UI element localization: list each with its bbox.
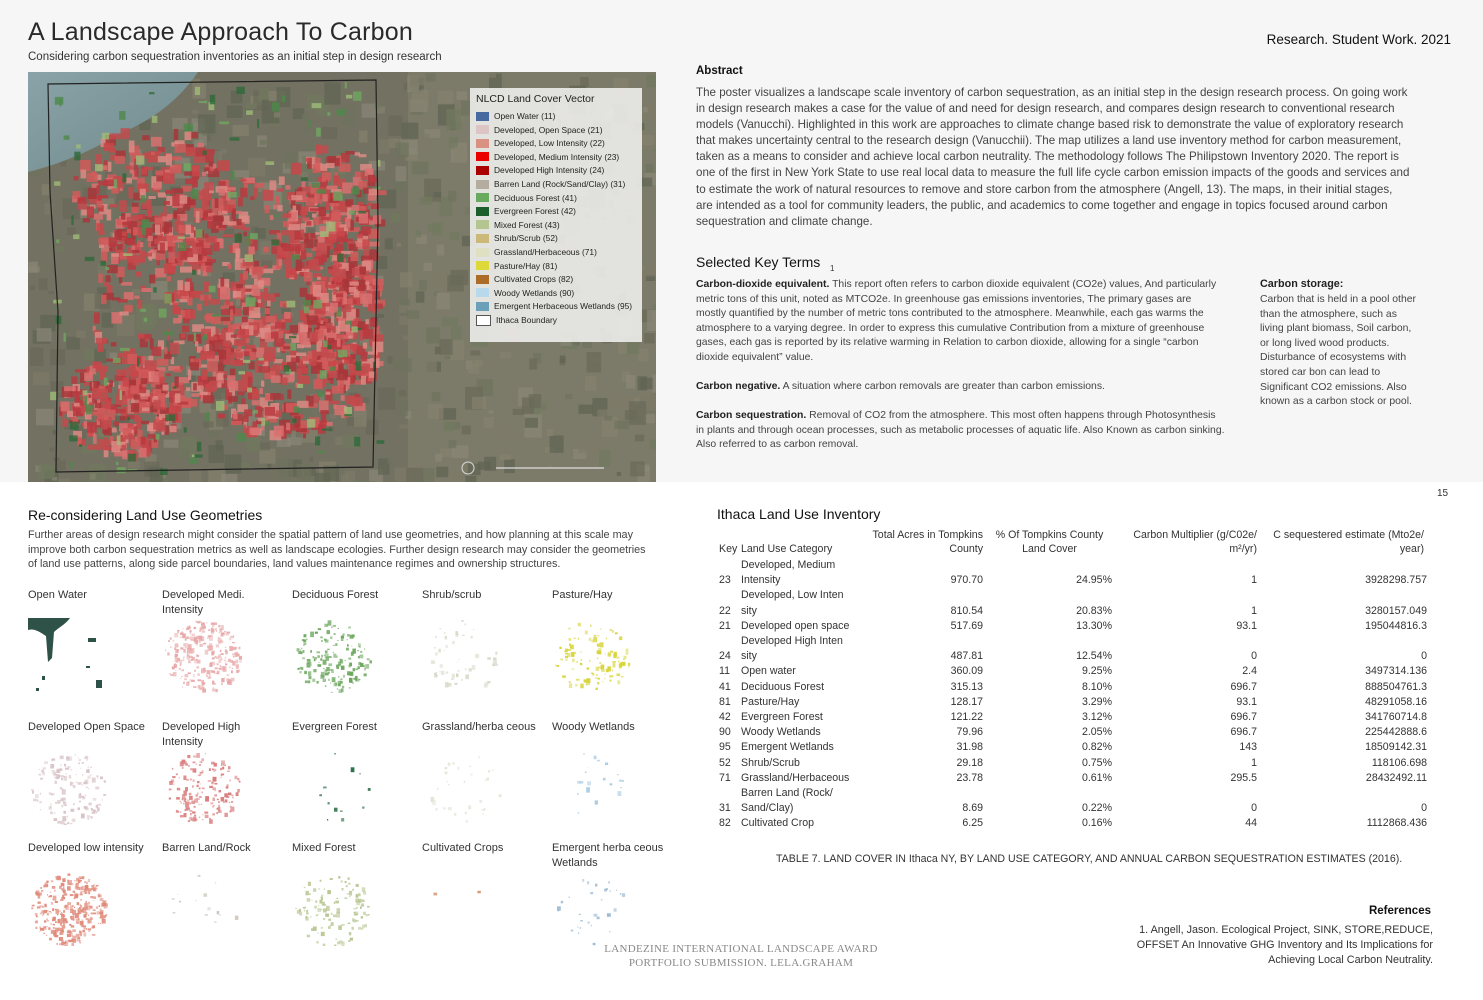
term-carbon-sequestration (696, 409, 1226, 453)
term-carbon-sequestration-title: Carbon sequestration. (696, 410, 807, 421)
poster-subtitle: Considering carbon sequestration inventories as an initial step in design research (28, 51, 442, 63)
row-multiplier: 93.1 (1236, 619, 1257, 632)
geometry-cell (552, 720, 670, 840)
table-row (715, 771, 1427, 786)
legend-label: Barren Land (Rock/Sand/Clay) (31) (494, 179, 626, 189)
row-multiplier: 696.7 (1230, 711, 1257, 723)
term-co2e-text: This report often refers to carbon dioxide equivalent (CO2e) values, And particularly metric tons of this unit, noted as MTCO2e. In greenhouse gas emissions inventories, The primary gases are mostly quantified by the number of metric tons contributed to the atmosphere. Meanwhile, each gas warms the atmosphere to a varying degree. In order to express this cumulative Contribution from a mixture of greenhouse gases, each gas is reported by its relative warming in Relation to carbon dioxide, allowing for a single “carbon dioxide equivalent” value. (696, 279, 1217, 363)
geometry-cell (422, 841, 540, 961)
map-legend (470, 88, 642, 342)
row-pct: 8.10% (1081, 680, 1112, 693)
geometry-cell-label: Grassland/herba ceous (422, 721, 536, 733)
row-acres: 6.25 (962, 817, 983, 830)
row-acres: 360.09 (950, 665, 983, 678)
legend-label: Cultivated Crops (82) (494, 274, 574, 285)
row-multiplier: 143 (1239, 741, 1257, 754)
header-key: Key (719, 543, 738, 555)
row-multiplier: 44 (1245, 817, 1257, 830)
term-co2e-title: Carbon-dioxide equivalent. (696, 279, 830, 290)
row-acres: 79.96 (956, 726, 983, 739)
legend-swatch (476, 125, 489, 134)
row-category: Pasture/Hay (741, 695, 800, 708)
row-key: 31 (719, 802, 731, 815)
legend-swatch (476, 261, 489, 270)
row-pct: 24.95% (1076, 574, 1112, 587)
row-multiplier: 2.4 (1242, 665, 1257, 678)
abstract-body: The poster visualizes a landscape scale inventory of carbon sequestration, as an initial step in the design research process. On going work in design research makes a case for the value of and need for design research, and compares design research to conventional research models (Vanucchi). Highlighted in this work are approaches to climate change based risk to demonstrate the value of exploratory research that makes uncertainty central to the research design (Vanucchii). The map utilizes a land use inventory method for carbon measurement, taken as a means to consider and achieve local carbon neutrality. The methodology follows The Philipstown Inventory 2020. The report is one of the first in New York State to use real local data to measure the full life cycle carbon emission impacts of the goods and services and to estimate the work of natural resources to remove and store carbon from the atmosphere (Angell, 13). The maps, in their initial stages, are intended as a tool for community leaders, the public, and academics to come together and engage in topics focused around carbon sequestration and climate change. (696, 86, 1410, 228)
term-carbon-sequestration-text: Removal of CO2 from the atmosphere. This most often happens through Photosynthesis in plants and through ocean processes, such as metabolic processes of aquatic life. Also Known as carbon sinking. Also referred to as carbon removal. (696, 410, 1225, 451)
row-category: Developed open space (741, 619, 850, 632)
legend-label: Developed High Intensity (24) (494, 165, 605, 176)
row-key: 95 (719, 741, 731, 754)
geometry-cell (162, 720, 280, 840)
table-row (715, 695, 1427, 710)
legend-label: Open Water (11) (494, 111, 556, 121)
inventory-caption: TABLE 7. LAND COVER IN Ithaca NY, BY LAND USE CATEGORY, AND ANNUAL CARBON SEQUESTRATION ESTIMATES (2016). (776, 853, 1403, 865)
term-co2e (696, 278, 1221, 366)
row-acres: 31.98 (956, 741, 983, 754)
legend-item (476, 300, 632, 312)
geometry-cell (552, 588, 670, 708)
row-pct: 0.16% (1081, 817, 1112, 830)
geometry-cell-label: Deciduous Forest (292, 589, 379, 601)
poster-title: A Landscape Approach To Carbon (28, 18, 413, 46)
row-category: Developed High Inten sity (741, 635, 843, 663)
geometry-cell (28, 841, 146, 961)
row-key: 71 (719, 771, 731, 784)
row-acres: 29.18 (956, 756, 983, 769)
footer (560, 942, 922, 970)
header-multiplier: Carbon Multiplier (g/C02e/ m²/yr) (1133, 529, 1257, 555)
table-row (715, 786, 1427, 816)
legend-label: Pasture/Hay (81) (494, 260, 558, 271)
header-category: Land Use Category (741, 543, 833, 555)
legend-item (476, 178, 625, 190)
row-key: 41 (719, 680, 731, 693)
row-pct: 0.22% (1081, 802, 1112, 815)
legend-item (476, 273, 573, 285)
row-sequestered: 0 (1421, 650, 1427, 663)
legend-swatch (476, 112, 489, 121)
term-carbon-negative-title: Carbon negative. (696, 381, 781, 392)
row-key: 24 (719, 650, 731, 663)
row-key: 42 (719, 711, 731, 723)
row-acres: 487.81 (950, 650, 983, 663)
row-key: 52 (719, 756, 731, 769)
legend-label: Deciduous Forest (41) (494, 192, 577, 203)
row-sequestered: 28432492.11 (1365, 771, 1427, 784)
row-multiplier: 0 (1251, 802, 1257, 815)
row-key: 22 (719, 604, 731, 617)
legend-item (476, 260, 557, 272)
row-multiplier: 93.1 (1236, 695, 1257, 708)
geometry-cell-label: Mixed Forest (292, 842, 356, 854)
legend-title: NLCD Land Cover Vector (476, 93, 595, 105)
geometry-cell-label: Evergreen Forest (292, 721, 377, 733)
geometry-pattern (552, 871, 632, 946)
legend-label: Developed, Open Space (21) (494, 124, 603, 135)
geometry-cell-label: Pasture/Hay (552, 589, 613, 601)
row-multiplier: 1 (1251, 604, 1257, 617)
geometry-pattern (28, 618, 108, 693)
geometries-body: Further areas of design research might consider the spatial pattern of land use geometries, and how planning at this scale may improve both carbon sequestration metrics as well as landscape ecologies. Further design research may consider the geometries of land use patterns, along side parcel boundaries, land values maintenance regimes and ownership structures. (28, 529, 646, 571)
legend-item (476, 314, 557, 326)
table-row (715, 725, 1427, 740)
row-acres: 315.13 (950, 680, 983, 693)
key-terms-heading: Selected Key Terms (696, 254, 821, 270)
legend-label: Emergent Herbaceous Wetlands (95) (494, 301, 633, 312)
table-row (715, 756, 1427, 771)
geometry-cell-label: Shrub/scrub (422, 589, 482, 601)
geometry-pattern (422, 618, 502, 693)
row-sequestered: 3928298.757 (1365, 574, 1427, 587)
geometry-cell-label: Developed Medi. Intensity (162, 589, 245, 616)
geometry-cell-label: Developed High Intensity (162, 721, 241, 748)
legend-swatch (476, 166, 489, 175)
geometry-cell (162, 588, 280, 708)
geometry-pattern (162, 871, 242, 946)
row-acres: 970.70 (950, 574, 983, 587)
legend-swatch (476, 193, 489, 202)
legend-swatch (476, 139, 489, 148)
row-acres: 8.69 (962, 802, 983, 815)
legend-item (476, 124, 602, 136)
row-category: Emergent Wetlands (741, 741, 834, 754)
legend-swatch (476, 288, 489, 297)
row-multiplier: 0 (1251, 650, 1257, 663)
geometry-pattern (292, 871, 372, 946)
geometry-cell-label: Woody Wetlands (552, 721, 635, 733)
row-multiplier: 295.5 (1230, 771, 1257, 784)
row-acres: 810.54 (950, 604, 983, 617)
geometry-pattern (162, 750, 242, 825)
legend-item (476, 164, 604, 176)
table-row (715, 664, 1427, 679)
legend-item (476, 246, 597, 258)
legend-item (476, 192, 577, 204)
geometry-cell-label: Cultivated Crops (422, 842, 504, 854)
row-category: Barren Land (Rock/ Sand/Clay) (741, 787, 833, 815)
geometry-cell-label: Developed low intensity (28, 842, 144, 854)
row-key: 90 (719, 726, 731, 739)
geometry-pattern (552, 618, 632, 693)
table-row (715, 558, 1427, 588)
row-multiplier: 1 (1251, 756, 1257, 769)
geometry-cell (28, 588, 146, 708)
row-sequestered: 195044816.3 (1365, 619, 1427, 632)
key-terms-footnote-mark: 1 (830, 264, 835, 273)
geometry-pattern (292, 750, 372, 825)
legend-swatch (476, 152, 489, 161)
row-acres: 517.69 (950, 619, 983, 632)
row-sequestered: 888504761.3 (1365, 680, 1427, 693)
row-pct: 3.12% (1081, 711, 1112, 723)
legend-label: Shrub/Scrub (52) (494, 233, 558, 244)
geometry-cell (422, 720, 540, 840)
header-sequestered: C sequestered estimate (Mto2e/ year) (1273, 529, 1424, 555)
row-category: Deciduous Forest (741, 680, 825, 693)
row-pct: 3.29% (1081, 695, 1112, 708)
legend-swatch (476, 275, 489, 284)
legend-label: Developed, Medium Intensity (23) (494, 151, 620, 162)
row-key: 82 (719, 817, 731, 830)
row-pct: 9.25% (1081, 665, 1112, 678)
term-carbon-storage-text: Carbon that is held in a pool other than the atmosphere, such as living plant biomass, Soil carbon, or long lived wood products. Disturbance of ecosystems with stored car bon can lead to Significant CO2 emissions. Also known as a carbon stock or pool. (1260, 294, 1416, 408)
geometry-pattern (422, 750, 502, 825)
row-category: Open water (741, 665, 796, 678)
legend-item (476, 232, 558, 244)
footer-line-1: LANDEZINE INTERNATIONAL LANDSCAPE AWARD (604, 943, 878, 955)
geometry-pattern (28, 750, 108, 825)
row-key: 21 (719, 619, 731, 632)
row-multiplier: 696.7 (1230, 726, 1257, 739)
legend-swatch (476, 248, 489, 257)
row-sequestered: 118106.698 (1371, 756, 1427, 769)
legend-swatch (476, 180, 489, 189)
row-acres: 23.78 (956, 771, 983, 784)
geometry-cell-label: Barren Land/Rock (162, 842, 251, 854)
row-key: 81 (719, 695, 731, 708)
legend-label: Mixed Forest (43) (494, 219, 560, 230)
geometry-cell (422, 588, 540, 708)
row-sequestered: 341760714.8 (1365, 711, 1427, 723)
footer-line-2: PORTFOLIO SUBMISSION. LELA.GRAHAM (628, 957, 854, 969)
legend-item (476, 110, 555, 122)
row-sequestered: 3280157.049 (1365, 604, 1427, 617)
geometry-pattern (162, 618, 242, 693)
row-category: Evergreen Forest (741, 711, 823, 723)
geometry-pattern (292, 618, 372, 693)
table-row (715, 588, 1427, 618)
row-sequestered: 0 (1421, 802, 1427, 815)
geometry-cell (292, 720, 410, 840)
row-pct: 0.61% (1081, 771, 1112, 784)
legend-item (476, 205, 576, 217)
legend-label: Developed, Low Intensity (22) (494, 138, 605, 149)
header-right-label: Research. Student Work. 2021 (1266, 32, 1451, 47)
row-key: 11 (719, 665, 730, 678)
row-pct: 12.54% (1076, 650, 1112, 663)
row-category: Shrub/Scrub (741, 756, 800, 769)
table-row (715, 816, 1427, 831)
table-row (715, 710, 1427, 725)
geometries-heading: Re-considering Land Use Geometries (28, 507, 263, 523)
row-category: Woody Wetlands (741, 726, 821, 739)
row-pct: 20.83% (1076, 604, 1112, 617)
legend-label: Woody Wetlands (90) (494, 287, 575, 298)
legend-swatch (476, 207, 489, 216)
term-carbon-negative (696, 380, 1221, 395)
row-multiplier: 1 (1251, 574, 1257, 587)
references-heading: References (1368, 905, 1431, 917)
geometry-cell-label: Developed Open Space (28, 721, 145, 733)
legend-swatch (476, 315, 491, 326)
references-body: 1. Angell, Jason. Ecological Project, SINK, STORE,REDUCE, OFFSET An Innovative GHG Inventory and Its Implications for Achieving Local Carbon Neutrality. (1136, 924, 1433, 966)
row-key: 23 (719, 574, 731, 587)
legend-swatch (476, 234, 489, 243)
inventory-heading: Ithaca Land Use Inventory (717, 506, 881, 522)
table-row (715, 740, 1427, 755)
row-sequestered: 18509142.31 (1365, 741, 1427, 754)
term-carbon-negative-text: A situation where carbon removals are greater than carbon emissions. (780, 381, 1105, 392)
page-number: 15 (1437, 488, 1449, 499)
legend-label: Evergreen Forest (42) (494, 206, 576, 217)
abstract-heading: Abstract (696, 65, 743, 77)
row-pct: 0.82% (1081, 741, 1112, 754)
geometry-cell (292, 841, 410, 961)
legend-label: Ithaca Boundary (496, 315, 557, 325)
table-row (715, 619, 1427, 634)
geometry-cell (162, 841, 280, 961)
legend-item (476, 287, 574, 299)
row-category: Grassland/Herbaceous (741, 771, 850, 784)
row-acres: 121.22 (950, 711, 983, 723)
geometry-cell (292, 588, 410, 708)
term-carbon-storage-title: Carbon storage: (1260, 278, 1344, 290)
row-category: Cultivated Crop (741, 817, 815, 830)
legend-swatch (476, 302, 489, 311)
legend-item (476, 137, 605, 149)
geometry-cell-label: Open Water (28, 589, 87, 601)
row-sequestered: 225442888.6 (1365, 726, 1427, 739)
geometry-pattern (28, 871, 108, 946)
legend-label: Grassland/Herbaceous (71) (494, 247, 597, 257)
legend-item (476, 219, 560, 231)
row-multiplier: 696.7 (1230, 680, 1257, 693)
table-row (715, 634, 1427, 664)
row-pct: 2.05% (1081, 726, 1112, 739)
legend-item (476, 151, 619, 163)
header-acres: Total Acres in Tompkins County (872, 529, 983, 555)
table-row (715, 680, 1427, 695)
row-acres: 128.17 (950, 695, 983, 708)
row-category: Developed, Low Inten sity (741, 589, 844, 617)
row-category: Developed, Medium Intensity (741, 559, 836, 587)
geometry-cell (28, 720, 146, 840)
row-sequestered: 1112868.436 (1366, 817, 1427, 830)
geometry-pattern (422, 871, 502, 946)
geometry-pattern (552, 750, 632, 825)
row-pct: 0.75% (1081, 756, 1112, 769)
row-sequestered: 3497314.136 (1365, 665, 1427, 678)
row-sequestered: 48291058.16 (1365, 695, 1427, 708)
row-pct: 13.30% (1076, 619, 1112, 632)
legend-swatch (476, 220, 489, 229)
header-pct: % Of Tompkins County Land Cover (995, 529, 1104, 555)
geometry-cell-label: Emergent herba ceous Wetlands (552, 842, 664, 869)
